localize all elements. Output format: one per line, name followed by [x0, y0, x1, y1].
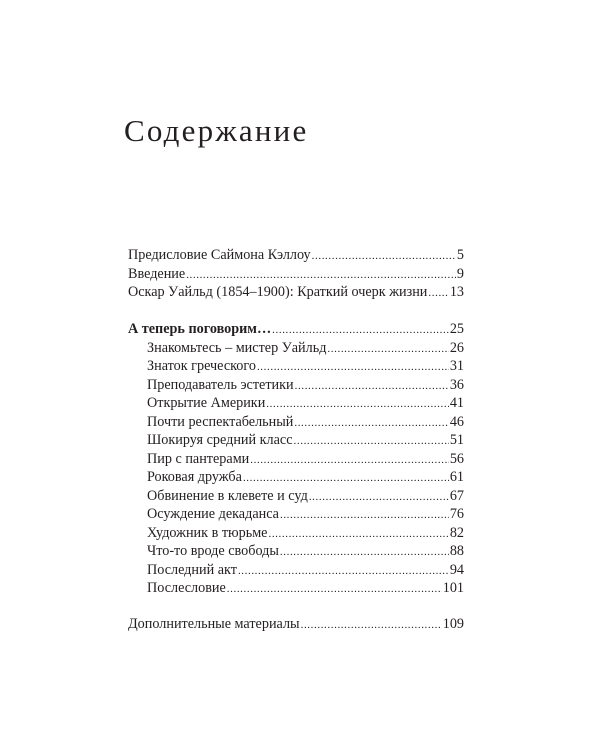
toc-entry-label: Последний акт — [147, 561, 237, 578]
dot-leader — [243, 469, 449, 488]
toc-group-main — [128, 320, 464, 598]
dot-leader — [280, 506, 449, 525]
toc-entry-label: Шокируя средний класс — [147, 432, 293, 448]
toc-section-heading[interactable] — [128, 320, 464, 339]
toc-entry-page: 109 — [442, 616, 464, 632]
toc-entry-page: 67 — [449, 487, 464, 504]
toc-entry-label: Открытие Америки — [147, 395, 266, 411]
toc-entry-label: Оскар Уайльд (1854–1900): Краткий очерк жизни — [128, 284, 428, 300]
toc-entry-label: Послесловие — [147, 580, 226, 596]
dot-leader — [295, 377, 449, 396]
toc-entry[interactable] — [128, 450, 464, 469]
toc-entry[interactable] — [128, 431, 464, 450]
toc-entry-page: 61 — [449, 469, 464, 485]
toc-entry[interactable] — [128, 394, 464, 413]
toc-entry-page: 13 — [449, 284, 464, 300]
dot-leader — [309, 488, 449, 507]
dot-leader — [238, 562, 449, 581]
toc-entry-label: Обвинение в клевете и суд — [147, 487, 308, 504]
toc-entry[interactable] — [128, 561, 464, 580]
dot-leader — [268, 525, 448, 544]
toc-entry-page: 36 — [449, 376, 464, 393]
toc-entry-page: 25 — [449, 321, 464, 337]
toc-entry[interactable] — [128, 524, 464, 543]
toc-entry-label: Роковая дружба — [147, 469, 242, 485]
toc-entry[interactable] — [128, 579, 464, 598]
toc-entry-page: 41 — [449, 395, 464, 411]
toc-entry[interactable] — [128, 283, 464, 302]
dot-leader — [272, 321, 449, 340]
dot-leader — [428, 284, 448, 303]
toc-entry-page: 31 — [449, 358, 464, 374]
toc-entry-page: 46 — [449, 413, 464, 430]
dot-leader — [227, 580, 442, 599]
dot-leader — [327, 340, 448, 359]
dot-leader — [294, 414, 448, 433]
toc-entry[interactable] — [128, 357, 464, 376]
toc-entry-label: Дополнительные материалы — [128, 616, 300, 632]
toc-entry-page: 26 — [449, 339, 464, 356]
toc-entry-page: 88 — [449, 543, 464, 559]
dot-leader — [312, 247, 456, 266]
toc-entry-page: 9 — [456, 265, 464, 282]
toc-entry[interactable] — [128, 376, 464, 395]
page-title: Содержание — [124, 112, 309, 148]
toc-entry-label: Осуждение декаданса — [147, 506, 279, 522]
toc-entry-page: 51 — [449, 432, 464, 448]
toc-entry-label: Почти респектабельный — [147, 413, 294, 430]
toc-entry-page: 76 — [449, 506, 464, 522]
dot-leader — [301, 616, 442, 635]
toc-entry[interactable] — [128, 542, 464, 561]
dot-leader — [280, 543, 449, 562]
toc-group-appendix — [128, 615, 464, 634]
toc-entry-label: Введение — [128, 265, 186, 282]
toc-entry-page: 82 — [449, 524, 464, 541]
toc-entry-page: 101 — [442, 580, 464, 596]
toc-entry-label: Художник в тюрьме — [147, 524, 268, 541]
toc-entry-label: Пир с пантерами — [147, 450, 250, 467]
dot-leader — [186, 266, 456, 285]
toc-entry-label: Предисловие Саймона Кэллоу — [128, 247, 311, 263]
toc-entry-page: 5 — [456, 247, 464, 263]
toc-entry[interactable] — [128, 413, 464, 432]
toc-entry-page: 94 — [449, 561, 464, 578]
toc-entry[interactable] — [128, 468, 464, 487]
toc-entry-label: А теперь поговорим… — [128, 321, 272, 337]
toc-entry[interactable] — [128, 265, 464, 284]
toc-entry[interactable] — [128, 505, 464, 524]
toc-entry[interactable] — [128, 615, 464, 634]
dot-leader — [266, 395, 449, 414]
toc-entry-label: Знаток греческого — [147, 358, 256, 374]
toc-entry-page: 56 — [449, 450, 464, 467]
dot-leader — [294, 432, 449, 451]
toc-entry[interactable] — [128, 339, 464, 358]
toc-entry-label: Знакомьтесь – мистер Уайльд — [147, 339, 327, 356]
dot-leader — [257, 358, 449, 377]
toc-entry-label: Преподаватель эстетики — [147, 376, 294, 393]
toc-entry[interactable] — [128, 246, 464, 265]
toc-entry-label: Что-то вроде свободы — [147, 543, 279, 559]
dot-leader — [250, 451, 449, 470]
toc-group-intro — [128, 246, 464, 302]
toc-entry[interactable] — [128, 487, 464, 506]
